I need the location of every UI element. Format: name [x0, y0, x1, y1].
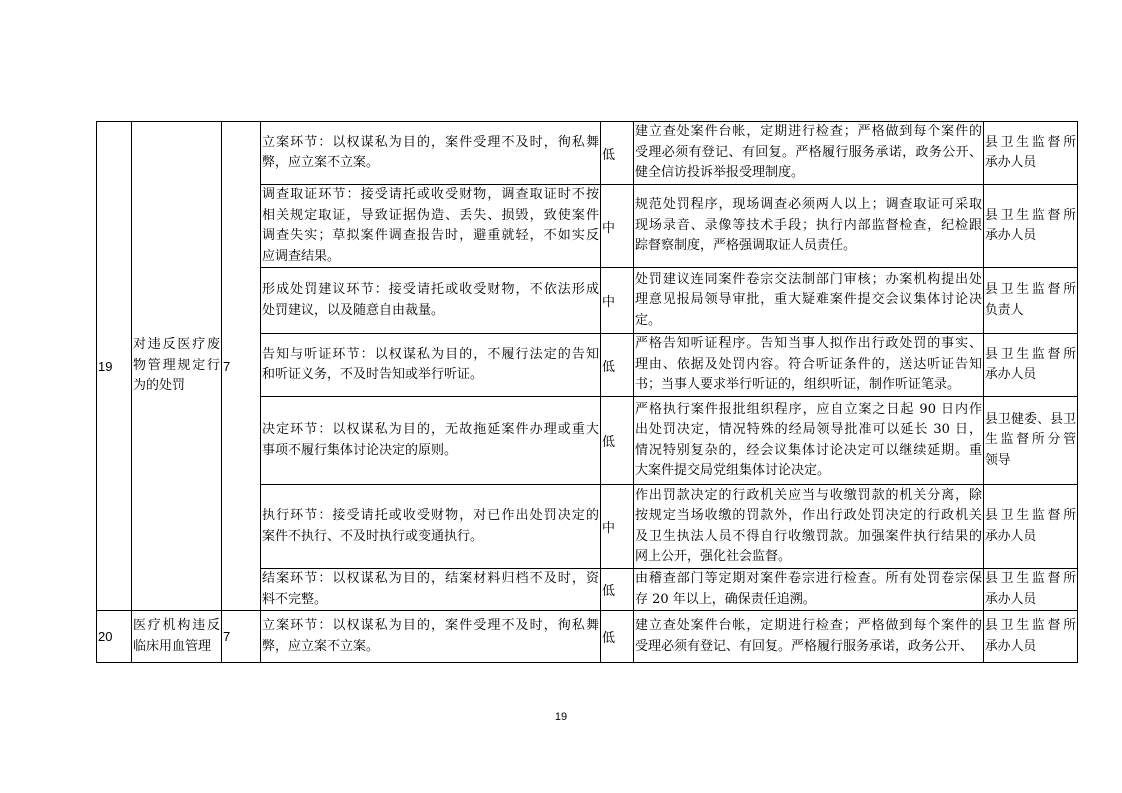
text-line: 处罚建议连同案件卷宗交法制部门审核；办案机构提出处 — [635, 271, 982, 287]
text-line: 县卫健委、县卫 — [985, 411, 1076, 427]
page-number: 19 — [554, 711, 568, 723]
text-line: 立案环节：以权谋私为目的，案件受理不及时，徇私舞 — [262, 134, 599, 150]
text-line: 调查取证环节：接受请托或收受财物，调查取证时不按 — [262, 187, 599, 202]
risk-level-cell — [601, 485, 634, 569]
item-number-cell — [97, 611, 132, 663]
risk-level: 中 — [602, 295, 616, 310]
text-line: 县卫生监督所 — [985, 282, 1076, 297]
text-line: 书；当事人要求举行听证的，组织听证，制作听证笔录。 — [635, 377, 961, 393]
item-name-cell — [132, 122, 222, 611]
text-line: 县卫生监督所 — [985, 134, 1076, 150]
item-count-cell — [222, 122, 261, 611]
text-line: 决定环节：以权谋私为目的，无故拖延案件办理或重大 — [262, 422, 599, 437]
risk-level: 中 — [602, 521, 616, 536]
risk-point-cell — [261, 268, 601, 334]
item-number: 19 — [98, 358, 113, 374]
prevention-measure-text — [635, 569, 982, 610]
text-line: 承办人员 — [985, 367, 1037, 382]
risk-level: 低 — [602, 435, 616, 450]
responsible-party-text — [985, 206, 1076, 247]
prevention-measure-cell — [634, 185, 984, 268]
text-line: 由稽查部门等定期对案件卷宗进行检查。所有处罚卷宗保 — [635, 571, 982, 586]
text-line: 踪督察制度，严格强调取证人员责任。 — [635, 238, 857, 254]
responsible-party-cell — [984, 268, 1078, 334]
responsible-party-cell — [984, 611, 1078, 663]
risk-level-cell — [601, 122, 634, 185]
text-line: 严格执行案件报批组织程序，应自立案之日起 90 日内作 — [635, 401, 982, 417]
item-count-cell — [222, 611, 261, 663]
text-line: 承办人员 — [985, 591, 1037, 607]
risk-point-text — [262, 569, 599, 610]
responsible-party-text — [985, 569, 1076, 610]
risk-point-text — [262, 420, 599, 461]
text-line: 网上公开，强化社会监督。 — [635, 549, 792, 564]
responsible-party-cell — [984, 397, 1078, 485]
risk-level-cell — [601, 397, 634, 485]
risk-level-cell — [601, 268, 634, 334]
responsible-party-cell — [984, 569, 1078, 611]
text-line: 定。 — [635, 312, 662, 328]
text-line: 立案环节：以权谋私为目的，案件受理不及时，徇私舞 — [262, 618, 599, 633]
responsible-party-text — [985, 506, 1076, 547]
text-line: 理意见报局领导审批，重大疑难案件提交会议集体讨论决 — [635, 292, 982, 308]
text-line: 执行环节：接受请托或收受财物，对已作出处罚决定的 — [262, 508, 599, 523]
prevention-measure-cell — [634, 611, 984, 663]
risk-point-cell — [261, 611, 601, 663]
prevention-measure-cell — [634, 397, 984, 485]
item-count: 7 — [223, 358, 231, 374]
responsible-party-text — [985, 280, 1076, 321]
text-line: 为的处罚 — [133, 378, 186, 394]
risk-point-cell — [261, 185, 601, 268]
text-line: 临床用血管理 — [133, 638, 212, 654]
text-line: 理由、依据及处罚内容。符合听证条件的，送达听证告知 — [635, 356, 982, 372]
risk-point-text — [262, 133, 599, 174]
risk-point-cell — [261, 485, 601, 569]
table-row — [97, 122, 1078, 185]
risk-level: 中 — [602, 220, 616, 236]
item-name — [133, 335, 220, 397]
risk-point-cell — [261, 569, 601, 611]
risk-level-cell — [601, 569, 634, 611]
risk-level-cell — [601, 334, 634, 397]
text-line: 县卫生监督所 — [985, 207, 1076, 223]
prevention-measure-cell — [634, 122, 984, 185]
responsible-party-text — [985, 345, 1076, 386]
prevention-measure-text — [635, 270, 982, 332]
risk-level: 低 — [602, 584, 616, 599]
text-line: 建立查处案件台帐，定期进行检查；严格做到每个案件的 — [635, 124, 982, 140]
item-name — [133, 616, 220, 657]
risk-point-text — [262, 280, 599, 321]
risk-point-cell — [261, 397, 601, 485]
risk-level: 低 — [602, 359, 616, 375]
item-number-cell — [97, 122, 132, 611]
table-row — [97, 611, 1078, 663]
responsible-party-cell — [984, 185, 1078, 268]
text-line: 领导 — [985, 452, 1011, 468]
prevention-measure-text — [635, 400, 982, 482]
text-line: 事项不履行集体讨论决定的原则。 — [262, 442, 458, 458]
risk-table — [96, 121, 1078, 663]
text-line: 告知与听证环节：以权谋私为目的，不履行法定的告知 — [262, 346, 599, 362]
text-line: 现场录音、录像等技术手段；执行内部监督检查，纪检跟 — [635, 217, 982, 233]
prevention-measure-cell — [634, 485, 984, 569]
risk-point-text — [262, 506, 599, 547]
risk-level-cell — [601, 185, 634, 268]
risk-level: 低 — [602, 147, 616, 163]
text-line: 医疗机构违反 — [133, 618, 220, 633]
text-line: 处罚建议，以及随意自由裁量。 — [262, 302, 445, 318]
text-line: 弊，应立案不立案。 — [262, 155, 380, 170]
responsible-party-text — [985, 616, 1076, 657]
risk-point-text — [262, 185, 599, 267]
text-line: 承办人员 — [985, 155, 1037, 170]
text-line: 县卫生监督所 — [985, 618, 1076, 633]
prevention-measure-cell — [634, 268, 984, 334]
text-line: 情况特别复杂的，经会议集体讨论决定可以继续延期。重 — [635, 442, 982, 458]
text-line: 受理必须有登记、有回复。严格履行服务承诺，政务公开、 — [635, 638, 974, 654]
text-line: 承办人员 — [985, 228, 1037, 243]
text-line: 负责人 — [985, 302, 1024, 318]
text-line: 县卫生监督所 — [985, 571, 1076, 586]
text-line: 县卫生监督所 — [985, 346, 1076, 362]
text-line: 作出罚款决定的行政机关应当与收缴罚款的机关分离，除 — [635, 487, 982, 503]
text-line: 应调查结果。 — [262, 248, 341, 264]
text-line: 出处罚决定，情况特殊的经局领导批准可以延长 30 日， — [635, 422, 982, 437]
text-line: 健全信访投诉举报受理制度。 — [635, 165, 805, 181]
text-line: 承办人员 — [985, 528, 1037, 544]
responsible-party-text — [985, 410, 1076, 472]
text-line: 案件不执行、不及时执行或变通执行。 — [262, 528, 484, 544]
risk-level: 低 — [602, 631, 616, 646]
item-name-cell — [132, 611, 222, 663]
text-line: 受理必须有登记、有回复。严格履行服务承诺，政务公开、 — [635, 144, 982, 160]
prevention-measure-text — [635, 122, 982, 184]
text-line: 形成处罚建议环节：接受请托或收受财物，不依法形成 — [262, 282, 599, 297]
text-line: 按规定当场收缴的罚款外，作出行政处罚决定的行政机关 — [635, 508, 982, 523]
text-line: 建立查处案件台帐，定期进行检查；严格做到每个案件的 — [635, 618, 982, 633]
risk-point-text — [262, 616, 599, 657]
responsible-party-cell — [984, 334, 1078, 397]
prevention-measure-text — [635, 616, 982, 657]
responsible-party-cell — [984, 122, 1078, 185]
prevention-measure-cell — [634, 569, 984, 611]
text-line: 县卫生监督所 — [985, 508, 1076, 523]
text-line: 弊，应立案不立案。 — [262, 638, 380, 654]
text-line: 生监督所分管 — [985, 432, 1076, 448]
text-line: 物管理规定行 — [133, 357, 220, 373]
responsible-party-text — [985, 133, 1076, 174]
risk-point-text — [262, 345, 599, 386]
risk-point-cell — [261, 334, 601, 397]
prevention-measure-text — [635, 334, 982, 396]
text-line: 对违反医疗废 — [133, 337, 220, 353]
text-line: 结案环节：以权谋私为目的，结案材料归档不及时，资 — [262, 571, 599, 586]
text-line: 调查失实；草拟案件调查报告时，避重就轻，不如实反 — [262, 228, 599, 243]
text-line: 及卫生执法人员不得自行收缴罚款。加强案件执行结果的 — [635, 528, 982, 544]
prevention-measure-text — [635, 195, 982, 257]
text-line: 承办人员 — [985, 638, 1037, 654]
text-line: 料不完整。 — [262, 591, 328, 607]
risk-level-cell — [601, 611, 634, 663]
text-line: 严格告知听证程序。告知当事人拟作出行政处罚的事实、 — [635, 336, 982, 352]
text-line: 相关规定取证，导致证据伪造、丢失、损毁，致使案件 — [262, 207, 599, 223]
risk-point-cell — [261, 122, 601, 185]
text-line: 存 20 年以上，确保责任追溯。 — [635, 591, 816, 607]
text-line: 和听证义务，不及时告知或举行听证。 — [262, 367, 484, 382]
text-line: 规范处罚程序，现场调查必须两人以上；调查取证可采取 — [635, 197, 982, 213]
prevention-measure-text — [635, 486, 982, 568]
item-number: 20 — [98, 629, 113, 644]
item-count: 7 — [223, 629, 231, 644]
prevention-measure-cell — [634, 334, 984, 397]
responsible-party-cell — [984, 485, 1078, 569]
text-line: 大案件提交局党组集体讨论决定。 — [635, 463, 831, 478]
